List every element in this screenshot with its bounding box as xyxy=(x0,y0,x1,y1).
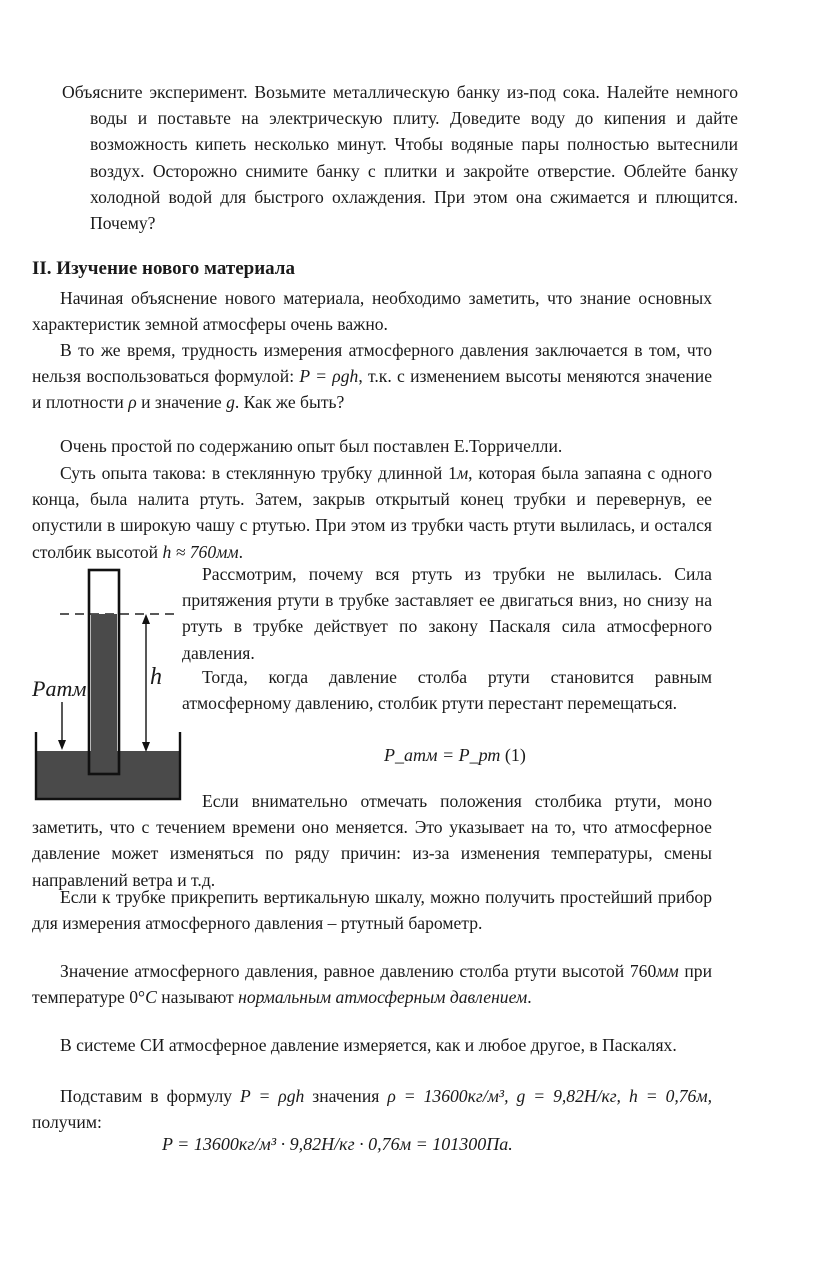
section-heading: II. Изучение нового материала xyxy=(32,258,295,279)
paragraph-5: Рассмотрим, почему вся ртуть из трубки не вылилась. Сила притяжения ртути в трубке заставляет ее двигаться вниз, но снизу на ртуть в трубке действует по закону Паскаля сила атмосферного давления. xyxy=(182,564,712,663)
paragraph-6: Тогда, когда давление столба ртути становится равным атмосферному давлению, столбик ртути перестант перемещаться. xyxy=(182,667,712,714)
paragraph-10: В системе СИ атмосферное давление измеряется, как и любое другое, в Паскалях. xyxy=(60,1035,677,1055)
final-formula: P = 13600кг/м³ · 9,82Н/кг · 0,76м = 101300Па. xyxy=(162,1134,513,1154)
paragraph-9: Значение атмосферного давления, равное давлению столба ртути высотой 760мм при температуре 0°C называют нормальным атмосферным давлением. xyxy=(32,961,713,1008)
paragraph-7: Если внимательно отмечать положения столбика ртути, моно заметить, что с течением времени оно меняется. Это указывает на то, что атмосферное давление может изменяться по ряду причин: из-за изменения температуры, смены направлений ветра и т.д. xyxy=(32,791,712,890)
equation-1: P_атм = P_рт (1) xyxy=(384,745,526,765)
label-patm: Pатм xyxy=(32,676,87,701)
paragraph-8: Если к трубке прикрепить вертикальную шкалу, можно получить простейший прибор для измерения атмосферного давления – ртутный барометр. xyxy=(32,887,712,934)
paragraph-2: В то же время, трудность измерения атмосферного давления заключается в том, что нельзя воспользоваться формулой: P = ρgh, т.к. с изменением высоты меняются значение и плотности ρ и значение g. Как же быть? xyxy=(32,340,713,413)
paragraph-1: Начиная объяснение нового материала, необходимо заметить, что знание основных характеристик земной атмосферы очень важно. xyxy=(32,288,712,335)
intro-paragraph: Объясните эксперимент. Возьмите металлическую банку из-под сока. Налейте немного воды и поставьте на электрическую плиту. Доведите воду до кипения и дайте возможность кипеть несколько минут. Чтобы водяные пары полностью вытеснили воздух. Осторожно снимите банку с плитки и закройте отверстие. Облейте банку холодной водой для быстрого охлаждения. При этом она сжимается и плющится. Почему? xyxy=(62,82,738,234)
label-h: h xyxy=(150,664,162,690)
paragraph-3: Очень простой по содержанию опыт был поставлен Е.Торричелли. xyxy=(60,436,563,456)
paragraph-4: Суть опыта такова: в стеклянную трубку длинной 1м, которая была запаяна с одного конца, была налита ртуть. Затем, закрыв открытый конец трубки и перевернув, ее опустили в широкую чашу с ртутью. При этом из трубки часть ртути вылилась, и остался столбик высотой h ≈ 760мм. xyxy=(32,463,712,562)
paragraph-11: Подставим в формулу P = ρgh значения ρ = 13600кг/м³, g = 9,82Н/кг, h = 0,76м, получим: xyxy=(32,1086,712,1133)
tube-mercury xyxy=(91,614,117,772)
